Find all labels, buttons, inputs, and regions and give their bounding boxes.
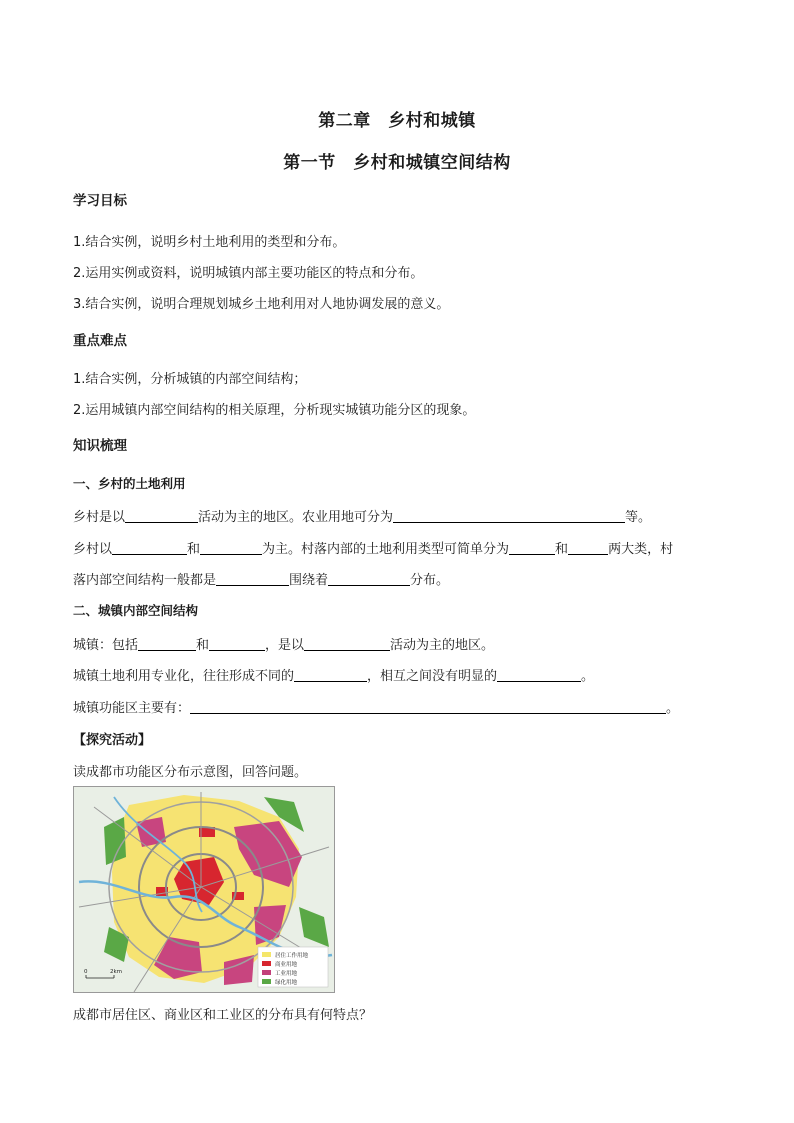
text: 为主。村落内部的土地利用类型可简单分为: [262, 542, 510, 557]
activity-prompt: 读成都市功能区分布示意图，回答问题。: [73, 765, 308, 780]
text: 和: [187, 542, 201, 557]
scale-distance-label: 2km: [110, 969, 123, 975]
section-title: 第一节 乡村和城镇空间结构: [283, 153, 511, 173]
fill-blank[interactable]: [328, 572, 410, 586]
chengdu-functional-zone-map: [73, 786, 335, 993]
part2-line-1: [73, 634, 494, 653]
text: 分布。: [410, 573, 450, 588]
part2-line-2: [73, 665, 594, 684]
fill-blank[interactable]: [138, 637, 196, 651]
activity-heading: 【探究活动】: [73, 733, 152, 748]
text: 围绕着: [289, 573, 329, 588]
fill-blank[interactable]: [509, 541, 555, 555]
legend-label: 居住工作用地: [275, 953, 309, 959]
text: 乡村以: [73, 542, 113, 557]
text: 和: [196, 638, 210, 653]
text: ，是以: [265, 638, 305, 653]
part1-line-2: [73, 538, 673, 557]
map-graphic: [74, 787, 334, 992]
activity-question: 成都市居住区、商业区和工业区的分布具有何特点？: [73, 1008, 373, 1023]
fill-blank[interactable]: [200, 541, 262, 555]
legend-label: 绿化用地: [275, 980, 298, 986]
text: 乡村是以: [73, 510, 126, 525]
text: 。: [581, 669, 595, 684]
text: 。: [666, 701, 680, 716]
legend-swatch: [262, 952, 271, 957]
fill-blank[interactable]: [125, 509, 198, 523]
fill-blank[interactable]: [209, 637, 265, 651]
part2-line-3: [73, 697, 679, 716]
fill-blank[interactable]: [216, 572, 289, 586]
knowledge-heading: 知识梳理: [73, 438, 127, 454]
objective-item-1: 1.结合实例，说明乡村土地利用的类型和分布。: [73, 235, 346, 250]
scale-zero-label: 0: [84, 969, 88, 975]
text: 落内部空间结构一般都是: [73, 573, 217, 588]
text: ，相互之间没有明显的: [367, 669, 498, 684]
text: 城镇功能区主要有：: [73, 701, 191, 716]
legend-swatch: [262, 961, 271, 966]
legend-swatch: [262, 970, 271, 975]
part1-heading: 一、乡村的土地利用: [73, 476, 186, 491]
fill-blank[interactable]: [304, 637, 390, 651]
fill-blank[interactable]: [568, 541, 608, 555]
text: 城镇：包括: [73, 638, 139, 653]
fill-blank[interactable]: [497, 668, 581, 682]
part1-line-1: [73, 506, 651, 525]
legend-swatch: [262, 979, 271, 984]
key-points-heading: 重点难点: [73, 333, 127, 349]
fill-blank[interactable]: [112, 541, 187, 555]
legend-label: 商业用地: [275, 962, 298, 968]
text: 和: [555, 542, 569, 557]
part2-heading: 二、城镇内部空间结构: [73, 603, 199, 618]
key-point-item-1: 1.结合实例，分析城镇的内部空间结构；: [73, 372, 307, 387]
text: 等。: [625, 510, 652, 525]
part1-line-3: [73, 569, 449, 588]
text: 城镇土地利用专业化，往往形成不同的: [73, 669, 295, 684]
objective-item-2: 2.运用实例或资料，说明城镇内部主要功能区的特点和分布。: [73, 266, 424, 281]
text: 活动为主的地区。: [390, 638, 495, 653]
fill-blank[interactable]: [190, 700, 666, 714]
text: 两大类，村: [608, 542, 674, 557]
fill-blank[interactable]: [294, 668, 367, 682]
text: 活动为主的地区。农业用地可分为: [198, 510, 394, 525]
fill-blank[interactable]: [393, 509, 625, 523]
objectives-heading: 学习目标: [73, 193, 127, 209]
key-point-item-2: 2.运用城镇内部空间结构的相关原理，分析现实城镇功能分区的现象。: [73, 403, 476, 418]
objective-item-3: 3.结合实例，说明合理规划城乡土地利用对人地协调发展的意义。: [73, 297, 450, 312]
legend-label: 工业用地: [275, 971, 298, 977]
chapter-title: 第二章 乡村和城镇: [318, 111, 476, 131]
